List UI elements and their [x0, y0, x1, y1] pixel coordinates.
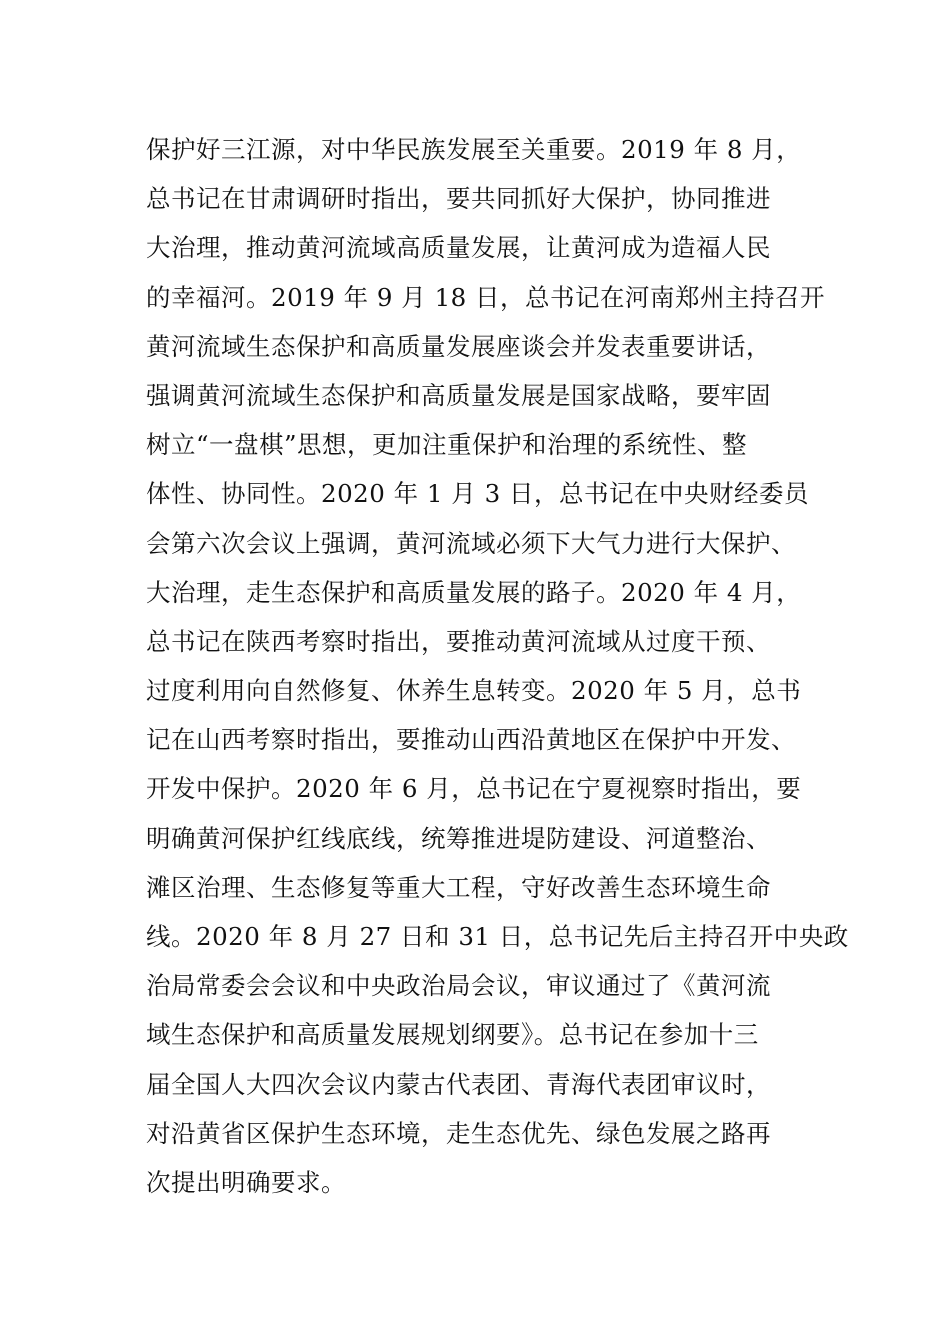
text-line: 开发中保护。2020 年 6 月，总书记在宁夏视察时指出，要 [146, 774, 802, 804]
text-line: 治局常委会会议和中央政治局会议，审议通过了《黄河流 [146, 971, 771, 1001]
text-line: 大治理，走生态保护和高质量发展的路子。2020 年 4 月， [146, 577, 802, 607]
text-line: 保护好三江源，对中华民族发展至关重要。2019 年 8 月， [146, 135, 802, 164]
text-line: 届全国人大四次会议内蒙古代表团、青海代表团审议时， [146, 1069, 771, 1099]
text-line: 记在山西考察时指出，要推动山西沿黄地区在保护中开发、 [146, 725, 796, 755]
text-line: 强调黄河流域生态保护和高质量发展是国家战略，要牢固 [146, 380, 771, 410]
text-line: 对沿黄省区保护生态环境，走生态优先、绿色发展之路再 [146, 1118, 771, 1148]
text-line: 线。2020 年 8 月 27 日和 31 日，总书记先后主持召开中央政 [146, 922, 849, 951]
text-line: 的幸福河。2019 年 9 月 18 日，总书记在河南郑州主持召开 [146, 282, 826, 312]
text-line: 树立“一盘棋”思想，更加注重保护和治理的系统性、整 [146, 430, 748, 460]
text-line: 过度利用向自然修复、休养生息转变。2020 年 5 月，总书 [146, 676, 802, 706]
text-line: 体性、协同性。2020 年 1 月 3 日，总书记在中央财经委员 [146, 479, 809, 509]
text-line: 域生态保护和高质量发展规划纲要》。总书记在参加十三 [146, 1020, 759, 1050]
text-line: 总书记在甘肃调研时指出，要共同抓好大保护，协同推进 [146, 184, 771, 214]
text-line: 大治理，推动黄河流域高质量发展，让黄河成为造福人民 [146, 233, 771, 263]
text-line: 次提出明确要求。 [146, 1167, 346, 1197]
text-line: 黄河流域生态保护和高质量发展座谈会并发表重要讲话， [146, 331, 771, 361]
text-line: 总书记在陕西考察时指出，要推动黄河流域从过度干预、 [146, 626, 771, 656]
text-line: 滩区治理、生态修复等重大工程，守好改善生态环境生命 [146, 872, 771, 902]
text-line: 会第六次会议上强调，黄河流域必须下大气力进行大保护、 [146, 528, 796, 558]
body-paragraph [146, 128, 849, 1210]
text-line: 明确黄河保护红线底线，统筹推进堤防建设、河道整治、 [146, 823, 771, 853]
